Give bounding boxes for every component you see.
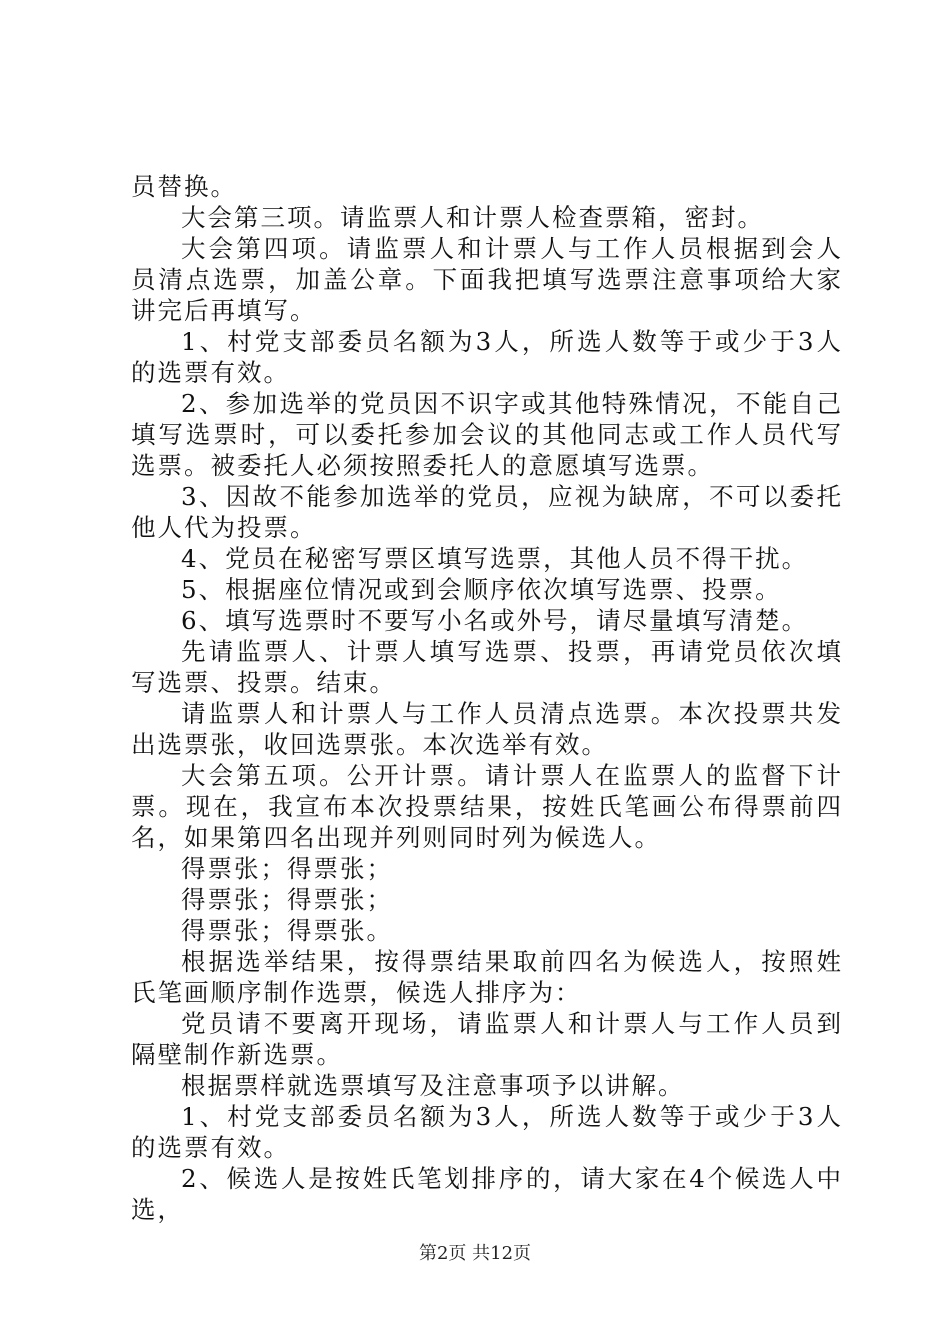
paragraph: 2、候选人是按姓氏笔划排序的，请大家在4个候选人中选， bbox=[131, 1164, 843, 1224]
paragraph: 5、根据座位情况或到会顺序依次填写选票、投票。 bbox=[181, 575, 782, 604]
paragraph: 得票张；得票张； bbox=[181, 854, 393, 883]
paragraph: 得票张；得票张； bbox=[181, 885, 393, 914]
paragraph: 员替换。 bbox=[131, 172, 237, 201]
paragraph: 请监票人和计票人与工作人员清点选票。本次投票共发出选票张，收回选票张。本次选举有效。 bbox=[131, 699, 843, 759]
paragraph: 2、参加选举的党员因不识字或其他特殊情况，不能自己填写选票时，可以委托参加会议的其他同志或工作人员代写选票。被委托人必须按照委托人的意愿填写选票。 bbox=[131, 389, 843, 480]
paragraph: 先请监票人、计票人填写选票、投票，再请党员依次填写选票、投票。结束。 bbox=[131, 637, 843, 697]
paragraph: 大会第四项。请监票人和计票人与工作人员根据到会人员清点选票，加盖公章。下面我把填写选票注意事项给大家讲完后再填写。 bbox=[131, 234, 843, 325]
paragraph: 4、党员在秘密写票区填写选票，其他人员不得干扰。 bbox=[181, 544, 809, 573]
paragraph: 根据选举结果，按得票结果取前四名为候选人，按照姓氏笔画顺序制作选票，候选人排序为： bbox=[131, 947, 843, 1007]
page-number-footer: 第2页 共12页 bbox=[418, 1243, 532, 1264]
paragraph: 大会第五项。公开计票。请计票人在监票人的监督下计票。现在，我宣布本次投票结果，按姓氏笔画公布得票前四名，如果第四名出现并列则同时列为候选人。 bbox=[131, 761, 843, 852]
paragraph: 大会第三项。请监票人和计票人检查票箱，密封。 bbox=[181, 203, 764, 232]
paragraph: 6、填写选票时不要写小名或外号，请尽量填写清楚。 bbox=[181, 606, 809, 635]
paragraph: 得票张；得票张。 bbox=[181, 916, 393, 945]
paragraph: 党员请不要离开现场，请监票人和计票人与工作人员到隔壁制作新选票。 bbox=[131, 1009, 843, 1069]
paragraph: 1、村党支部委员名额为3人，所选人数等于或少于3人的选票有效。 bbox=[131, 327, 843, 387]
paragraph: 3、因故不能参加选举的党员，应视为缺席，不可以委托他人代为投票。 bbox=[131, 482, 843, 542]
paragraph: 根据票样就选票填写及注意事项予以讲解。 bbox=[181, 1071, 685, 1100]
document-body bbox=[131, 171, 843, 1225]
paragraph: 1、村党支部委员名额为3人，所选人数等于或少于3人的选票有效。 bbox=[131, 1102, 843, 1162]
